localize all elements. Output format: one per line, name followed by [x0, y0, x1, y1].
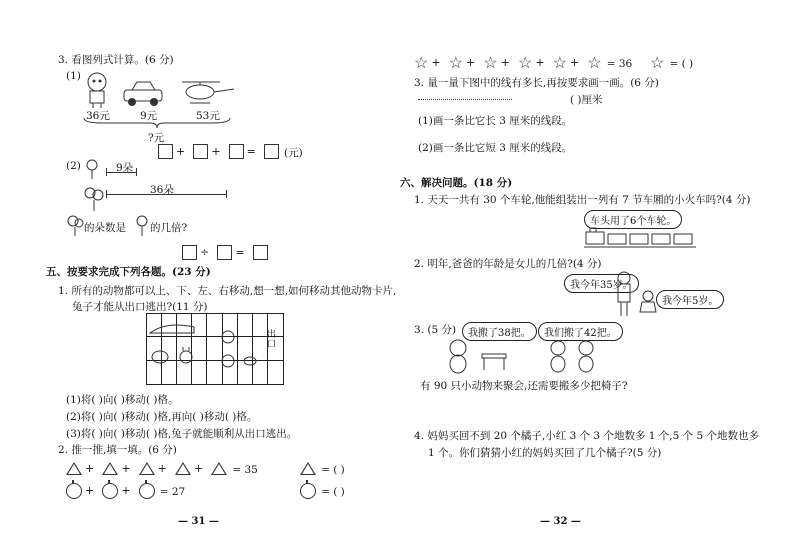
fruit-equation: + + = 27 [66, 480, 185, 499]
hippo-icon [152, 351, 168, 363]
answer-box[interactable] [253, 245, 268, 260]
problem-2: 2. 明年,爸爸的年龄是女儿的几倍?(4 分) [414, 258, 602, 270]
star-icon: ☆ [517, 52, 533, 72]
triangle-sum: = 35 [232, 464, 258, 476]
star-icon: ☆ [483, 52, 498, 72]
problem-4-line2: 1 个。你们猜猜小红的妈妈买回了几个橘子?(5 分) [428, 447, 662, 459]
s5-q1-line2: 兔子才能从出口逃出?(11 分) [72, 301, 208, 313]
problem-3-question: 有 90 只小动物来聚会,还需要搬多少把椅子? [420, 380, 628, 392]
q3-2-label: (2) [66, 160, 81, 172]
animals-chairs-icon [446, 336, 616, 376]
r-q3-title: 3. 量一量下图中的线有多长,再按要求画一画。(6 分) [414, 77, 659, 89]
measure-line [418, 99, 512, 100]
draw-1: (1)画一条比它长 3 厘米的线段。 [418, 115, 573, 127]
problem-1: 1. 天天一共有 30 个车轮,他能组装出一列有 7 节车厢的小火车吗?(4 分) [414, 194, 751, 206]
flower-pictures [80, 155, 110, 215]
dad-bubble: 我今年35岁。 [564, 274, 639, 293]
robot-icon [88, 73, 106, 108]
peach-icon [300, 483, 316, 499]
s5-q1-line1: 1. 所有的动物都可以上、下、左、右移动,想一想,如何移动其他动物卡片, [58, 285, 397, 297]
train-bubble: 车头用了6个车轮。 [584, 210, 682, 229]
star-answer [650, 52, 693, 71]
triangle-answer [300, 458, 345, 477]
peach-icon [66, 483, 82, 499]
star-icon: ☆ [587, 52, 602, 72]
question-text-b: 的几倍? [150, 222, 188, 234]
measure-unit[interactable]: ( )厘米 [570, 94, 603, 106]
answer-box[interactable] [229, 144, 244, 159]
fill-3: (3)将( )向( )移动( )格,兔子就能顺利从出口逃出。 [66, 428, 298, 440]
triangle-icon [66, 462, 82, 475]
father-daughter-icon [612, 270, 662, 320]
triangle-icon [102, 462, 118, 475]
star-icon: ☆ [414, 52, 429, 72]
answer-box[interactable] [264, 144, 279, 159]
monkey-icon [222, 331, 234, 367]
fruit-answer [300, 480, 345, 499]
triangle-icon [175, 462, 191, 475]
answer-box[interactable] [182, 245, 197, 260]
star-equation: ☆ + ☆ + ☆ + ☆ + ☆ + ☆ = 36 [414, 52, 633, 72]
helicopter-icon [182, 82, 234, 103]
star-icon: ☆ [448, 52, 463, 72]
triangle-icon [139, 462, 155, 475]
train-icon [584, 226, 714, 250]
bubble-42: 我们搬了42把。 [538, 322, 623, 341]
page-number-right: — 32 — [540, 516, 581, 527]
answer-box[interactable] [193, 144, 208, 159]
exit-label: 出口 [267, 330, 277, 350]
girl-bubble: 我今年5岁。 [656, 290, 724, 309]
page-number-left: — 31 — [178, 516, 219, 527]
total-brace [82, 116, 232, 130]
triangle-equation: + + + + = 35 [66, 458, 258, 477]
toy-pictures [82, 70, 242, 110]
draw-2: (2)画一条比它短 3 厘米的线段。 [418, 142, 573, 154]
star-answer-blank[interactable]: = ( ) [669, 58, 694, 70]
flower-small-count: 9朵 [116, 162, 134, 174]
section-6-title: 六、解决问题。(18 分) [400, 177, 513, 189]
section-5-title: 五、按要求完成下列各题。(23 分) [46, 266, 211, 278]
triangle-answer-blank[interactable]: = ( ) [321, 464, 345, 476]
price-helicopter: 53元 [196, 110, 220, 122]
rabbit-icon [180, 347, 192, 363]
equation-2: ÷ = [182, 242, 268, 261]
fruit-sum: = 27 [159, 486, 186, 498]
fruit-answer-blank[interactable]: = ( ) [321, 486, 345, 498]
star-sum: = 36 [606, 58, 633, 70]
grid-animals [146, 313, 282, 383]
s5-q2-title: 2. 推一推,填一填。(6 分) [58, 444, 177, 456]
flower-bunch-icon [85, 188, 103, 211]
fill-2: (2)将( )向( )移动( )格,再向( )移动( )格。 [66, 411, 258, 423]
question-text-a: 的朵数是 [84, 222, 126, 234]
answer-box[interactable] [217, 245, 232, 260]
toy-car-icon [124, 82, 162, 106]
peach-icon [102, 483, 118, 499]
flower-bunch-icon [66, 214, 84, 238]
equation-1: + + = (元) [158, 141, 303, 160]
star-icon: ☆ [552, 52, 567, 72]
peach-icon [139, 483, 155, 499]
crocodile-icon [150, 325, 194, 333]
answer-box[interactable] [158, 144, 173, 159]
triangle-icon [211, 462, 227, 475]
price-car: 9元 [140, 110, 158, 122]
problem-3: 3. (5 分) [414, 324, 457, 336]
flower-icon [134, 214, 150, 238]
bird-icon [244, 357, 256, 365]
star-icon: ☆ [650, 52, 665, 72]
fill-1: (1)将( )向( )移动( )格。 [66, 394, 179, 406]
triangle-icon [300, 462, 316, 475]
total-label: ?元 [148, 132, 165, 144]
flower-big-count: 36朵 [150, 184, 174, 196]
flower-icon [87, 160, 97, 179]
unit-yuan: (元) [284, 147, 303, 159]
q3-title: 3. 看图列式计算。(6 分) [58, 54, 174, 66]
price-robot: 36元 [86, 110, 110, 122]
q3-1-label: (1) [66, 70, 81, 82]
bubble-38: 我搬了38把。 [462, 322, 537, 341]
problem-4-line1: 4. 妈妈买回不到 20 个橘子,小红 3 个 3 个地数多 1 个,5 个 5 个地数也多 [414, 430, 760, 442]
